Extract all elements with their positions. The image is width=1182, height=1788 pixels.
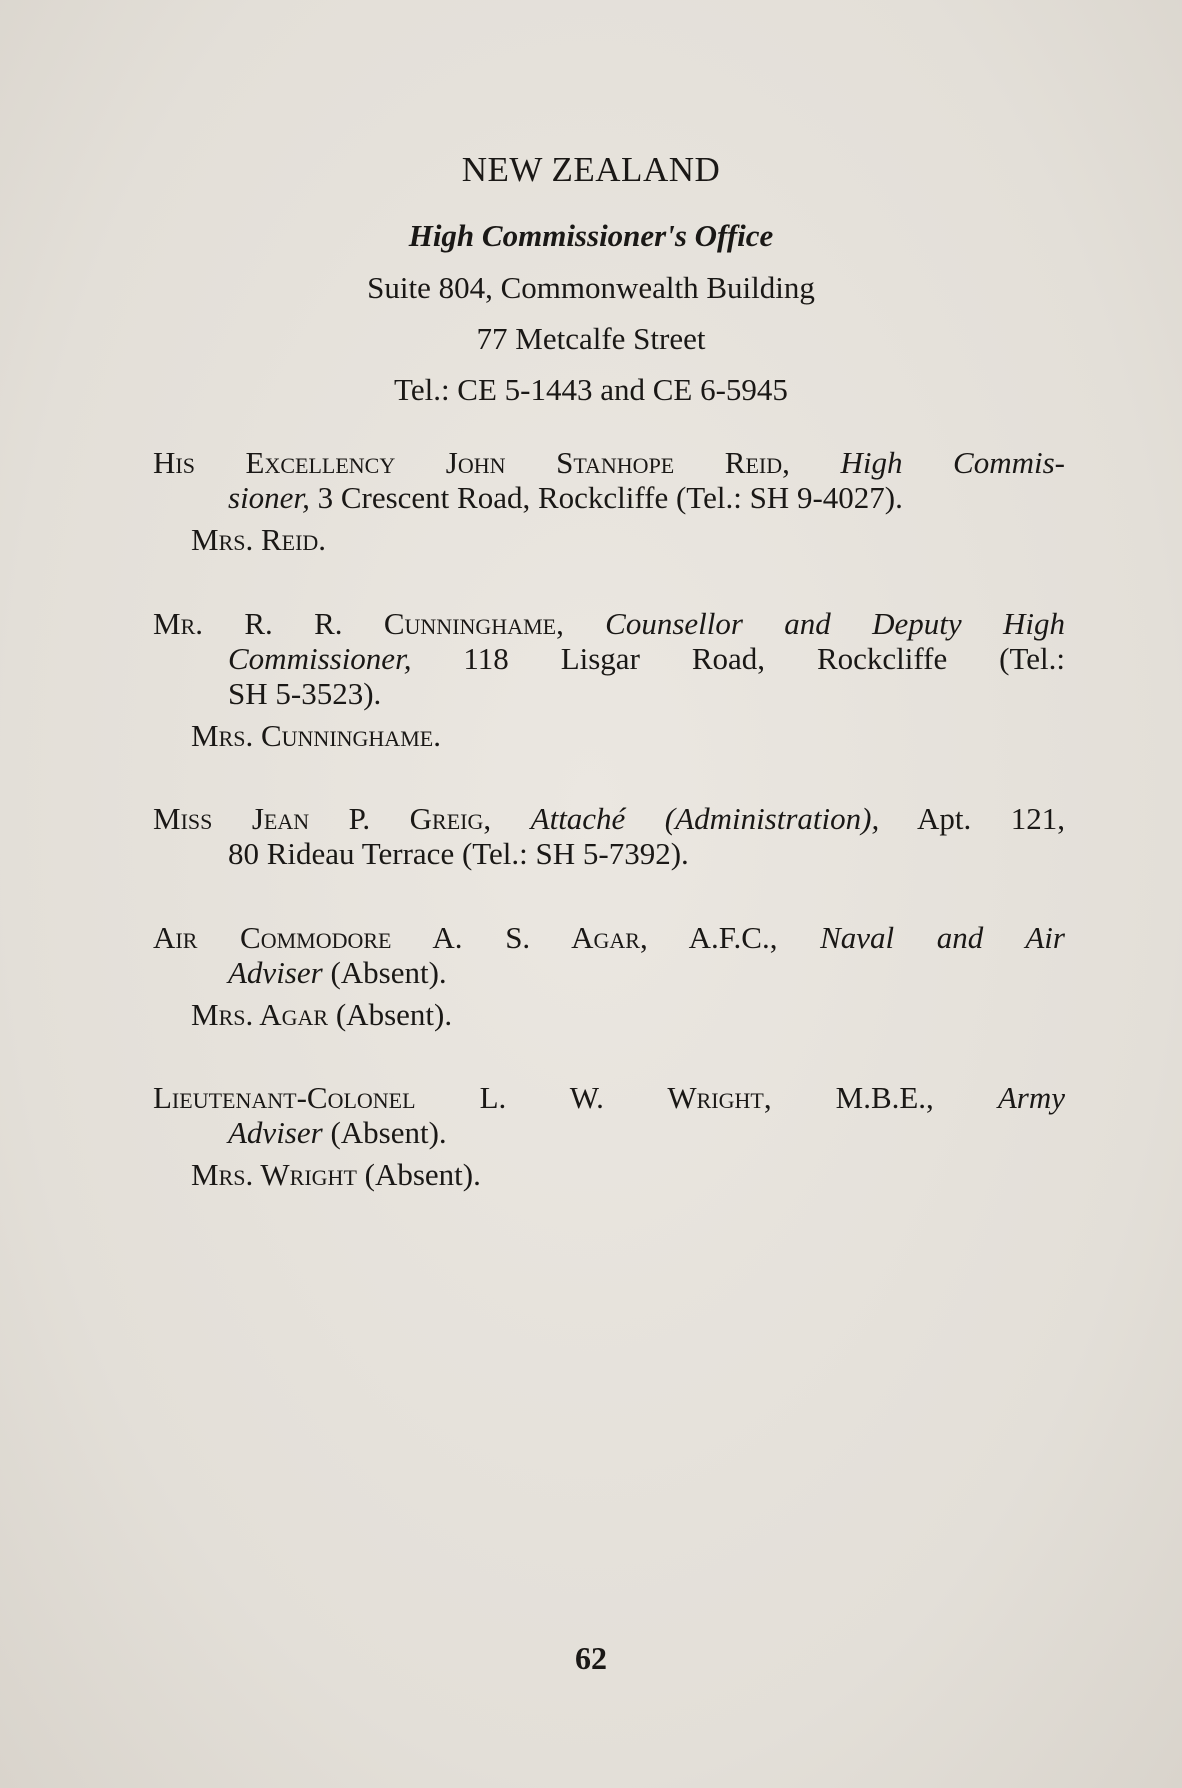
staff-title: Naval and Air xyxy=(820,920,1065,955)
office-title: High Commissioner's Office xyxy=(408,218,774,253)
spouse-status: (Absent). xyxy=(335,997,453,1032)
staff-name: His Excellency John Stanhope Reid, xyxy=(153,445,790,480)
entry-line xyxy=(153,1080,1065,1115)
spouse-name: Mrs. Reid. xyxy=(191,522,327,557)
staff-entry-agar xyxy=(153,920,1065,1032)
page-number: 62 xyxy=(575,1640,607,1676)
entry-line xyxy=(153,801,1065,836)
staff-status: (Absent). xyxy=(330,1115,447,1150)
entry-line xyxy=(153,955,1065,990)
staff-title: Commissioner, xyxy=(228,641,412,676)
spouse-name: Mrs. Wright xyxy=(191,1157,357,1192)
office-address-line1: Suite 804, Commonwealth Building xyxy=(367,270,815,305)
staff-telephone: SH 5-3523). xyxy=(228,676,382,711)
staff-address: 80 Rideau Terrace (Tel.: SH 5-7392). xyxy=(228,836,689,871)
staff-title: Adviser xyxy=(228,955,323,990)
staff-name: Air Commodore A. S. Agar, xyxy=(153,920,648,955)
staff-title: Attaché (Administration), xyxy=(530,801,880,836)
entry-line xyxy=(153,641,1065,676)
staff-title: Adviser xyxy=(228,1115,323,1150)
staff-title: High Commis- xyxy=(840,445,1065,480)
entry-line xyxy=(153,445,1065,480)
entry-line xyxy=(153,480,1065,515)
staff-address: 118 Lisgar Road, Rockcliffe (Tel.: xyxy=(463,641,1066,676)
office-address-line2: 77 Metcalfe Street xyxy=(476,321,706,356)
spouse-name: Mrs. Agar xyxy=(191,997,329,1032)
staff-name: Lieutenant-Colonel L. W. Wright, xyxy=(153,1080,772,1115)
staff-entry-reid xyxy=(153,445,1065,557)
staff-name: Miss Jean P. Greig, xyxy=(153,801,492,836)
staff-address: Apt. 121, xyxy=(917,801,1066,836)
spouse-line xyxy=(153,1157,1065,1192)
country-heading: NEW ZEALAND xyxy=(461,150,721,189)
office-telephone: Tel.: CE 5-1443 and CE 6-5945 xyxy=(394,372,788,407)
staff-entry-greig xyxy=(153,801,1065,871)
spouse-line xyxy=(153,997,1065,1032)
staff-honours: A.F.C., xyxy=(688,920,778,955)
staff-title: Counsellor and Deputy High xyxy=(605,606,1065,641)
entry-line xyxy=(153,920,1065,955)
staff-address: 3 Crescent Road, Rockcliffe (Tel.: SH 9-4027). xyxy=(317,480,903,515)
staff-name: Mr. R. R. Cunninghame, xyxy=(153,606,564,641)
entry-line xyxy=(153,1115,1065,1150)
staff-title: sioner, xyxy=(228,480,310,515)
staff-honours: M.B.E., xyxy=(835,1080,934,1115)
staff-title: Army xyxy=(997,1080,1065,1115)
staff-status: (Absent). xyxy=(330,955,447,990)
entry-line xyxy=(153,606,1065,641)
staff-entry-cunninghame xyxy=(153,606,1065,753)
staff-entry-wright xyxy=(153,1080,1065,1192)
spouse-status: (Absent). xyxy=(364,1157,481,1192)
spouse-name: Mrs. Cunninghame. xyxy=(191,718,441,753)
